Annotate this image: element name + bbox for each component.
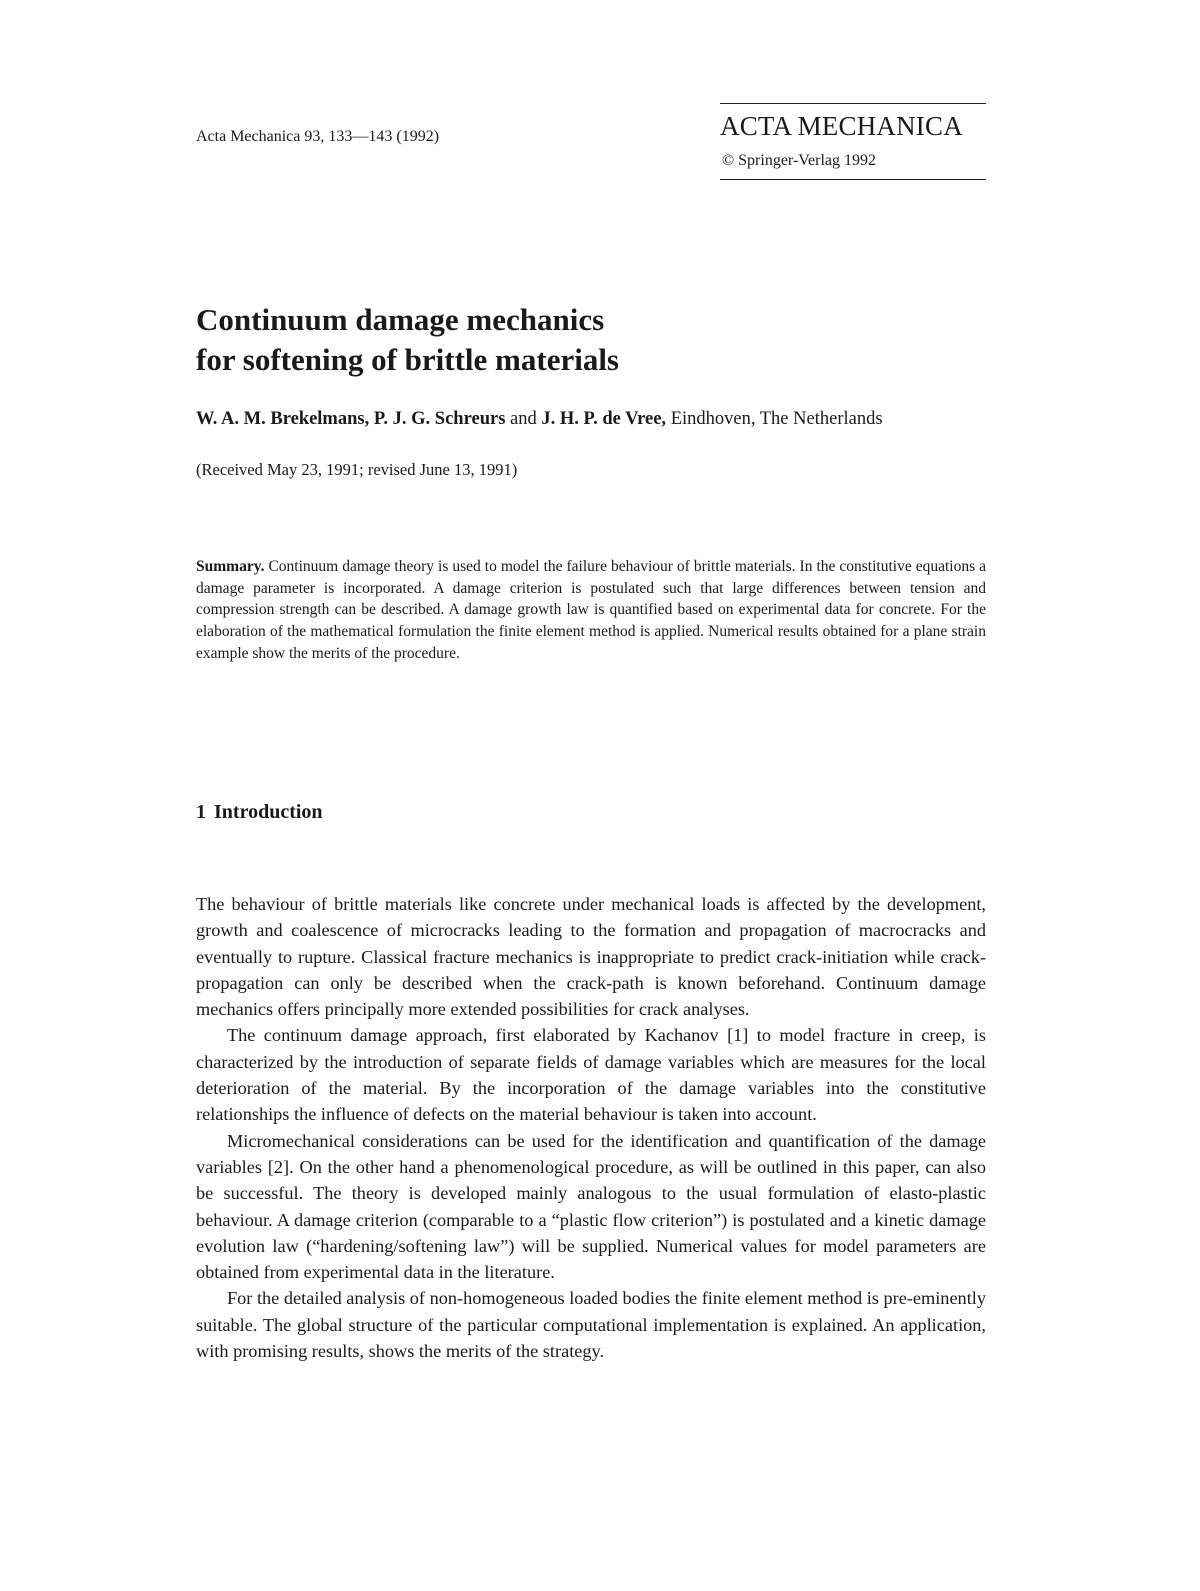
introduction-body — [196, 891, 986, 1364]
paragraph: The behaviour of brittle materials like concrete under mechanical loads is affected by the development, growth and coalescence of microcracks leading to the formation and propagation of macrocracks and eventually to rupture. Classical fracture mechanics is inappropriate to predict crack-initiation while crack-propagation can only be described when the crack-path is known beforehand. Continuum damage mechanics offers principally more extended possibilities for crack analyses. — [196, 894, 986, 1020]
section-title: Introduction — [214, 801, 323, 823]
copyright-notice: © Springer-Verlag 1992 — [722, 152, 877, 169]
paper-title-line-1: Continuum damage mechanics — [196, 302, 605, 337]
paper-title-line-2: for softening of brittle materials — [196, 342, 619, 377]
author-conjunction: and — [505, 409, 542, 429]
abstract — [196, 556, 986, 665]
paragraph: The continuum damage approach, first elaborated by Kachanov [1] to model fracture in creep, is characterized by the introduction of separate fields of damage variables which are measures for the local deterioration of the material. By the incorporation of the damage variables into the constitutive relationships the influence of defects on the material behaviour is taken into account. — [196, 1025, 986, 1125]
paper-title — [196, 300, 619, 380]
paragraph: For the detailed analysis of non-homogeneous loaded bodies the finite element method is pre-eminently suitable. The global structure of the particular computational implementation is explained. An application, with promising results, shows the merits of the strategy. — [196, 1288, 986, 1362]
masthead-bottom-rule — [720, 179, 986, 180]
masthead-top-rule — [720, 103, 986, 104]
journal-name: ACTA MECHANICA — [720, 111, 963, 141]
section-heading — [196, 801, 323, 824]
abstract-text: Continuum damage theory is used to model the failure behaviour of brittle materials. In the constitutive equations a damage parameter is incorporated. A damage criterion is postulated such that large differences between tension and compression strength can be described. A damage growth law is quantified based on experimental data for concrete. For the elaboration of the mathematical formulation the finite element method is applied. Numerical results obtained for a plane strain example show the merits of the procedure. — [196, 558, 986, 662]
author-line — [196, 409, 883, 430]
paragraph: Micromechanical considerations can be used for the identification and quantification of the damage variables [2]. On the other hand a phenomenological procedure, as will be outlined in this paper, can also be successful. The theory is developed mainly analogous to the usual formulation of elasto-plastic behaviour. A damage criterion (comparable to a “plastic flow criterion”) is postulated and a kinetic damage evolution law (“hardening/softening law”) will be supplied. Numerical values for model parameters are obtained from experimental data in the literature. — [196, 1130, 986, 1283]
received-dates: (Received May 23, 1991; revised June 13, 1991) — [196, 460, 518, 479]
author-affiliation: Eindhoven, The Netherlands — [666, 409, 883, 429]
journal-masthead — [720, 103, 986, 181]
section-number: 1 — [196, 801, 206, 823]
journal-citation: Acta Mechanica 93, 133—143 (1992) — [196, 128, 440, 145]
author-names-2: J. H. P. de Vree, — [541, 409, 667, 429]
author-names-1: W. A. M. Brekelmans, P. J. G. Schreurs — [196, 409, 506, 429]
abstract-label: Summary. — [196, 558, 265, 575]
